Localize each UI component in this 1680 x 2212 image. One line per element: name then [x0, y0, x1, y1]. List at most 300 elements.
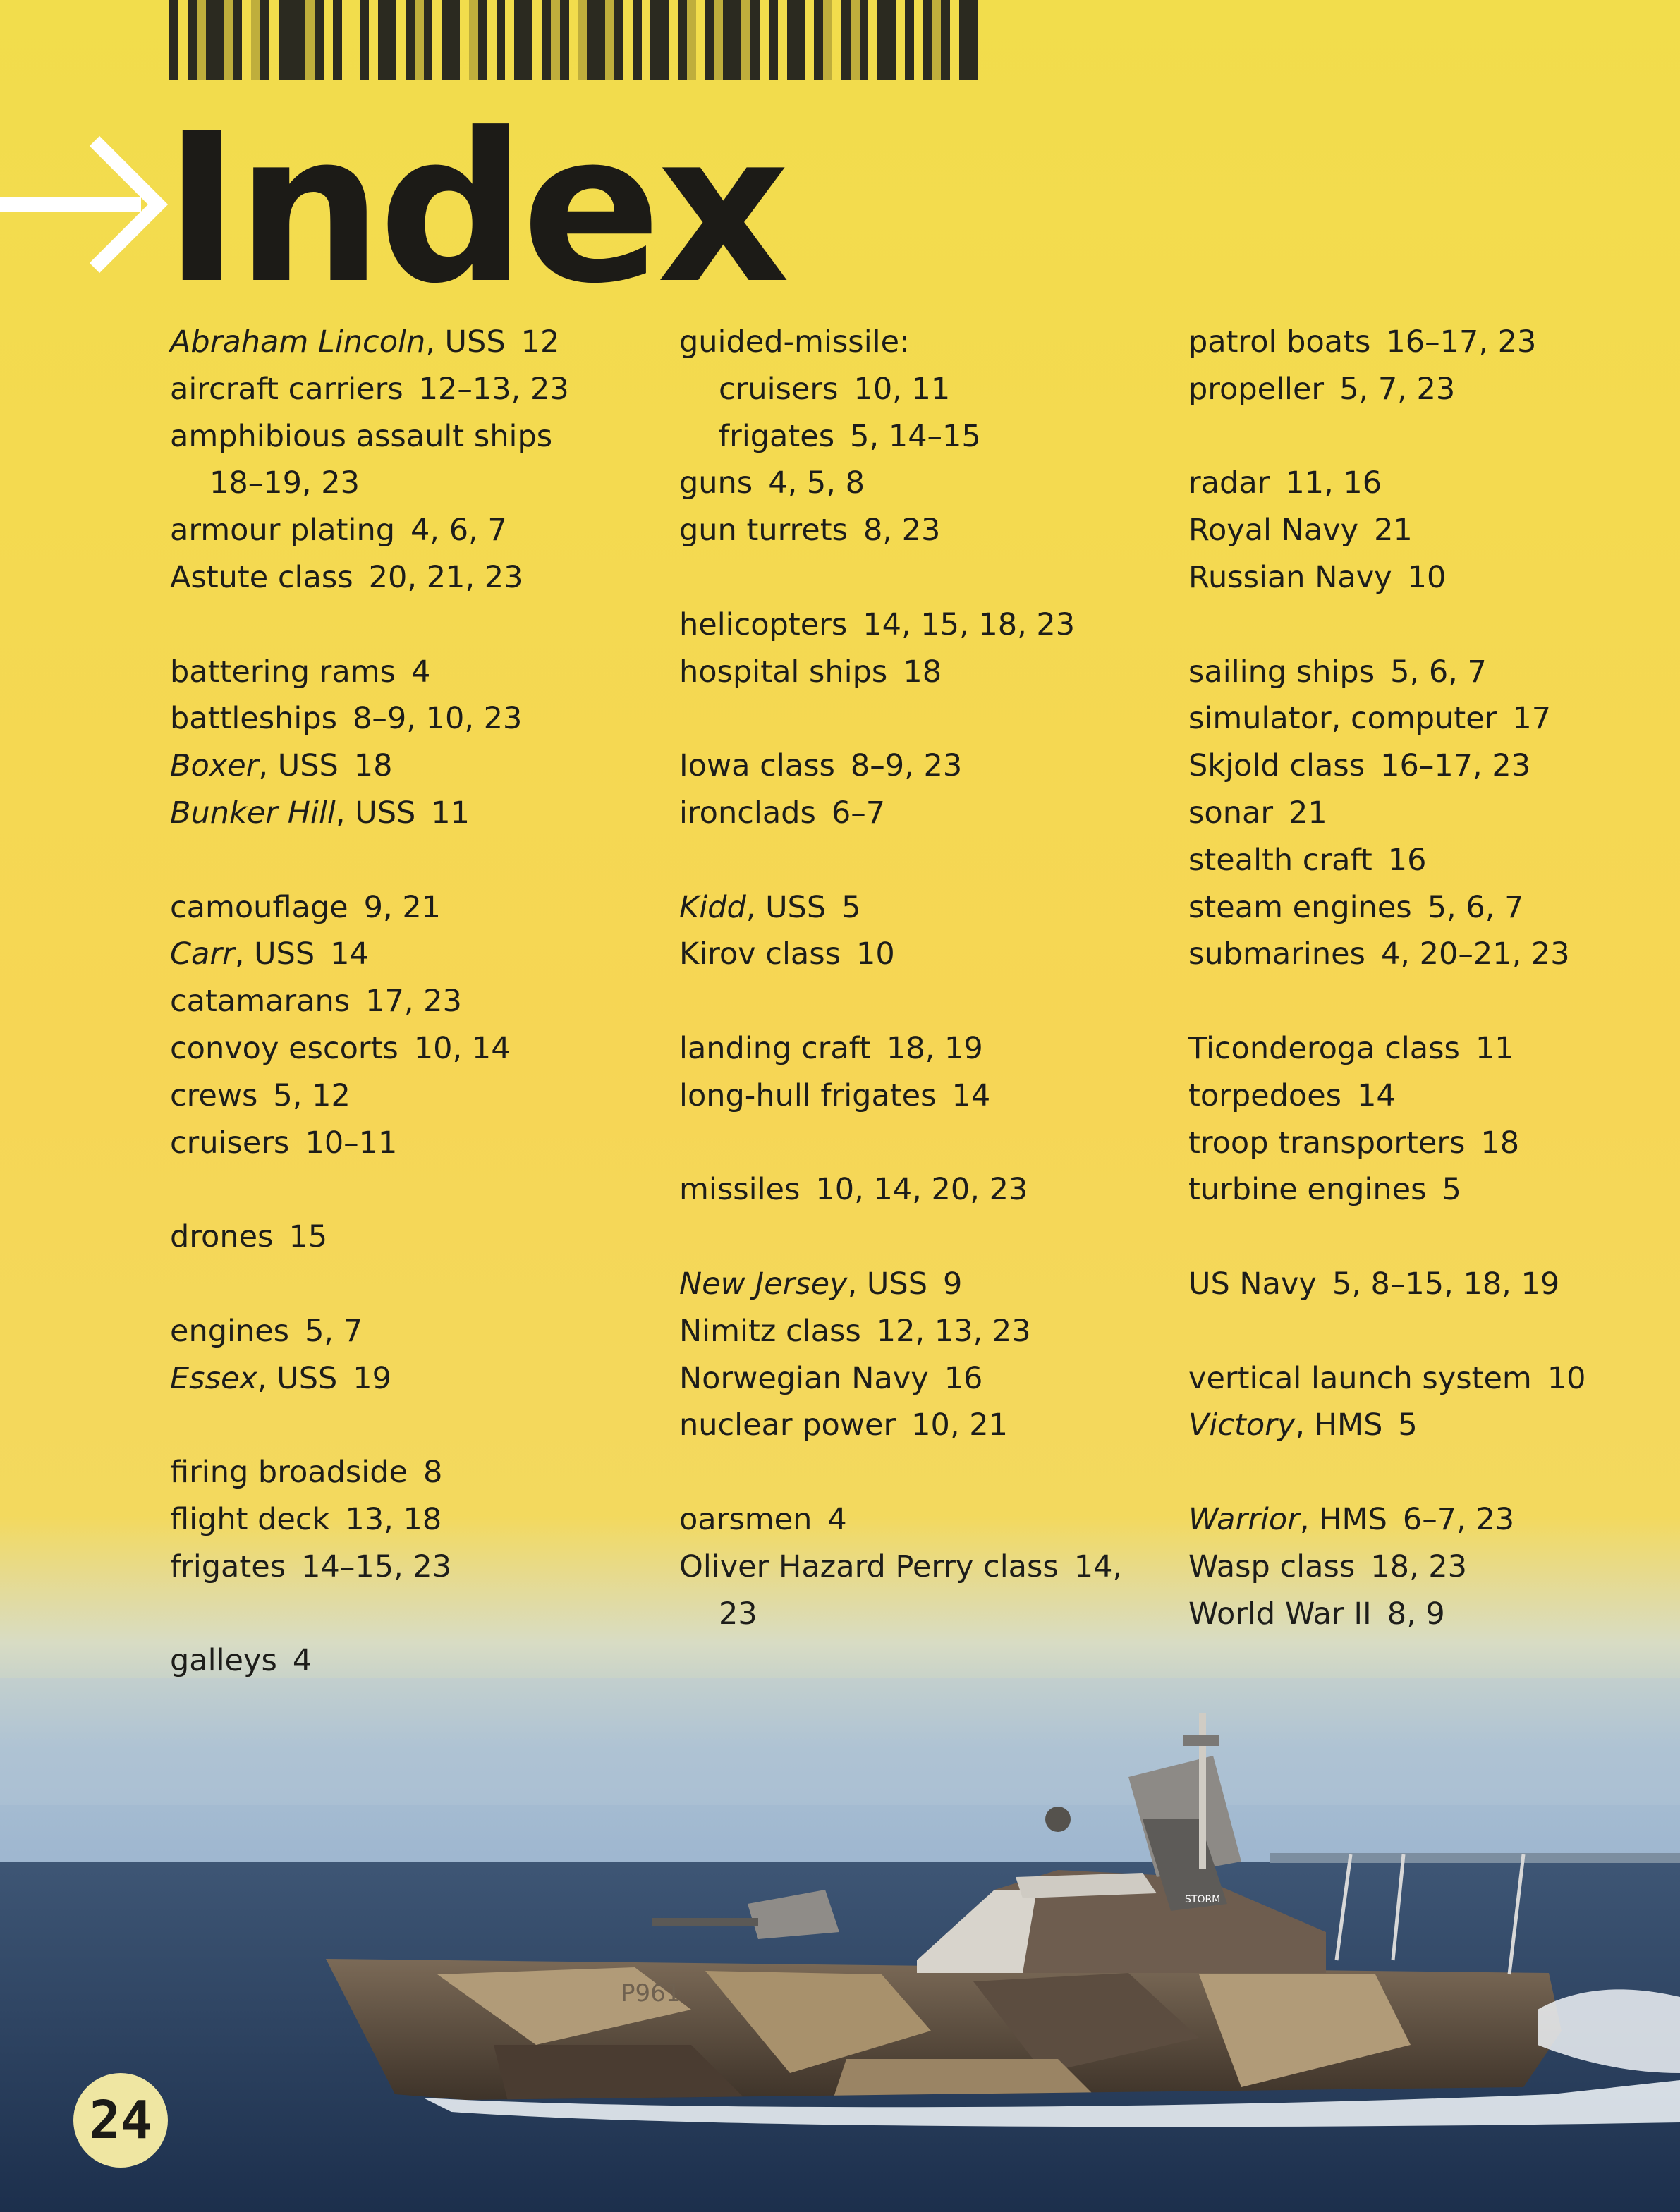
barcode-bar	[578, 0, 587, 80]
index-entry-term: Royal Navy	[1188, 513, 1359, 549]
index-entry-term: aircraft carriers	[170, 371, 403, 407]
barcode-bar	[669, 0, 678, 80]
index-entry-term: frigates	[170, 1548, 286, 1584]
index-group-gap	[679, 1120, 1173, 1167]
index-entry-pages: 4, 6, 7	[410, 513, 507, 549]
index-entry-term: torpedoes	[1188, 1077, 1342, 1113]
barcode-bar	[251, 0, 260, 80]
index-entry-pages: 10, 14	[413, 1030, 511, 1066]
barcode-bar	[760, 0, 769, 80]
barcode-bar	[351, 0, 360, 80]
index-column-2	[679, 319, 1173, 1637]
index-entry	[1188, 649, 1680, 696]
barcode-bar	[360, 0, 369, 80]
index-entry-pages: 10, 21	[911, 1407, 1008, 1443]
barcode-bar	[214, 0, 224, 80]
index-entry-ship-name: Kidd	[679, 889, 746, 925]
index-entry	[170, 1544, 664, 1591]
barcode-bar	[478, 0, 487, 80]
index-entry	[170, 1120, 664, 1167]
index-entry-pages: 10	[1547, 1360, 1586, 1396]
barcode-bar	[887, 0, 896, 80]
barcode-bar	[415, 0, 424, 80]
index-entry	[679, 1402, 1173, 1449]
index-entry-pages: 21	[1374, 513, 1413, 549]
index-entry-pages: 20, 21, 23	[368, 559, 523, 595]
index-entry	[679, 1496, 1173, 1544]
barcode-bar	[851, 0, 860, 80]
index-group-gap	[1188, 1449, 1680, 1496]
index-entry	[1188, 319, 1680, 366]
index-group-gap	[679, 695, 1173, 743]
barcode-bar	[860, 0, 869, 80]
index-entry-term: long-hull frigates	[679, 1077, 937, 1113]
barcode-bar	[224, 0, 233, 80]
barcode-bar	[296, 0, 305, 80]
index-entry-term: battering rams	[170, 654, 396, 690]
index-group-gap	[679, 554, 1173, 601]
index-entry	[1188, 507, 1680, 554]
index-entry-term: engines	[170, 1313, 290, 1349]
index-entry-pages: 8–9, 23	[850, 748, 963, 784]
index-group-gap	[170, 1402, 664, 1449]
index-entry-term: Astute class	[170, 559, 353, 595]
index-entry-pages: 8	[423, 1455, 443, 1491]
barcode-bar	[832, 0, 841, 80]
index-entry	[1188, 1073, 1680, 1120]
index-group-gap	[679, 837, 1173, 884]
barcode-bar	[424, 0, 433, 80]
index-entry	[170, 1496, 664, 1544]
barcode-bar	[714, 0, 724, 80]
barcode-bar	[968, 0, 978, 80]
index-entry	[170, 649, 664, 696]
barcode-bar	[487, 0, 497, 80]
barcode-bar	[497, 0, 506, 80]
barcode-bar	[687, 0, 696, 80]
barcode-bar	[605, 0, 614, 80]
index-entry-pages: 4, 20–21, 23	[1380, 936, 1570, 972]
index-entry-pages: 14	[951, 1077, 991, 1113]
index-entry-term: landing craft	[679, 1030, 871, 1066]
barcode-bar	[678, 0, 687, 80]
index-entry-pages: 12	[521, 324, 560, 360]
index-entry-pages: 18	[1480, 1125, 1520, 1161]
index-entry-term: Ticonderoga class	[1188, 1030, 1460, 1066]
barcode-bar	[260, 0, 269, 80]
barcode-bar	[569, 0, 578, 80]
index-entry-pages: 16–17, 23	[1380, 748, 1531, 784]
index-entry	[1188, 1544, 1680, 1591]
index-entry	[170, 319, 664, 366]
index-entry-term: crews	[170, 1077, 258, 1113]
index-entry-pages: 4, 5, 8	[768, 465, 865, 501]
index-entry-ship-name: Essex	[170, 1360, 257, 1396]
index-entry-pages: 4	[410, 654, 431, 690]
barcode-bar	[315, 0, 324, 80]
index-group-gap	[170, 837, 664, 884]
index-entry	[679, 413, 1173, 460]
barcode-bar	[378, 0, 387, 80]
index-column-3	[1188, 319, 1680, 1637]
barcode-bar	[814, 0, 823, 80]
barcode-bar	[542, 0, 551, 80]
index-entry-pages: 21	[1289, 795, 1327, 831]
index-entry-pages: 5	[841, 889, 861, 925]
index-entry-ship-name: Victory	[1188, 1407, 1296, 1443]
index-entry-term: amphibious assault ships	[170, 418, 553, 454]
barcode-bar	[841, 0, 851, 80]
barcode-bar	[732, 0, 741, 80]
index-entry-term: firing broadside	[170, 1455, 408, 1491]
index-entry-pages: 8, 23	[863, 513, 941, 549]
index-entry-pages: 17	[1512, 701, 1552, 737]
index-entry-pages: 5, 12	[273, 1077, 351, 1113]
barcode-bar	[823, 0, 832, 80]
index-entry	[679, 1073, 1173, 1120]
index-entry-pages: 9, 21	[363, 889, 442, 925]
index-entry-pages: 14	[1357, 1077, 1396, 1113]
index-entry-term: patrol boats	[1188, 324, 1371, 360]
barcode-bar	[914, 0, 923, 80]
index-entry-ship-prefix: , HMS	[1299, 1501, 1387, 1537]
index-group-gap	[170, 1591, 664, 1638]
index-entry-term: armour plating	[170, 513, 396, 549]
index-entry-ship-name: Carr	[170, 936, 235, 972]
index-entry	[170, 1449, 664, 1496]
index-entry	[1188, 1402, 1680, 1449]
index-group-gap	[679, 978, 1173, 1025]
index-entry	[679, 649, 1173, 696]
index-entry-term: missiles	[679, 1172, 801, 1208]
patrol-boat-photo	[0, 1678, 1680, 2212]
index-entry	[170, 366, 664, 413]
barcode-bar	[778, 0, 787, 80]
index-entry	[1188, 554, 1680, 601]
index-entry-ship-name: Warrior	[1188, 1501, 1300, 1537]
index-entry-pages: 5, 6, 7	[1390, 654, 1487, 690]
index-entry-term: flight deck	[170, 1501, 330, 1537]
index-entry	[679, 1166, 1173, 1214]
index-entry	[170, 790, 664, 837]
index-entry	[170, 743, 664, 790]
index-entry-pages: 12–13, 23	[418, 371, 569, 407]
index-entry-term: convoy escorts	[170, 1030, 398, 1066]
index-entry	[679, 743, 1173, 790]
barcode-bar	[505, 0, 514, 80]
index-entry	[1188, 837, 1680, 884]
barcode-bar	[633, 0, 642, 80]
index-entry	[679, 884, 1173, 931]
barcode-bar	[233, 0, 242, 80]
index-entry-continued-pages: 23	[719, 1596, 757, 1632]
index-group-gap	[1188, 1214, 1680, 1261]
index-entry-term: sailing ships	[1188, 654, 1375, 690]
barcode-bar	[197, 0, 206, 80]
barcode-bar	[923, 0, 932, 80]
index-entry	[1188, 1496, 1680, 1544]
hull-marking: P961	[621, 1979, 681, 2008]
index-entry-pages: 10, 11	[853, 371, 951, 407]
index-entry-pages: 5, 7, 23	[1339, 371, 1456, 407]
barcode-bar	[396, 0, 406, 80]
index-entry-term: submarines	[1188, 936, 1365, 972]
index-entry-pages: 18, 19	[886, 1030, 983, 1066]
index-entry	[170, 554, 664, 601]
index-entry	[1188, 1120, 1680, 1167]
barcode-bar	[523, 0, 532, 80]
barcode-bar	[932, 0, 942, 80]
barcode-bar	[659, 0, 669, 80]
index-entry-pages: 18	[353, 748, 393, 784]
index-entry-term: camouflage	[170, 889, 348, 925]
page-title: Index	[164, 89, 786, 329]
barcode-bar	[623, 0, 633, 80]
index-entry-pages: 14,	[1073, 1548, 1123, 1584]
barcode-bar	[178, 0, 188, 80]
index-entry-ship-prefix: , USS	[335, 795, 416, 831]
index-entry	[170, 460, 664, 507]
index-entry	[679, 931, 1173, 978]
index-entry-ship-name: Abraham Lincoln	[170, 324, 426, 360]
index-entry	[170, 413, 664, 460]
index-entry-pages: 18, 23	[1370, 1548, 1468, 1584]
index-entry-term: Oliver Hazard Perry class	[679, 1548, 1059, 1584]
index-entry-term: cruisers	[170, 1125, 290, 1161]
barcode-bar	[868, 0, 877, 80]
index-entry-pages: 10, 14, 20, 23	[815, 1172, 1028, 1208]
index-subentry-term: cruisers	[719, 371, 839, 407]
index-entry	[170, 1073, 664, 1120]
barcode-bar	[432, 0, 442, 80]
index-entry-term: guns	[679, 465, 753, 501]
index-entry-term: guided-missile:	[679, 324, 910, 360]
index-entry	[679, 1261, 1173, 1308]
index-entry-pages: 16–17, 23	[1386, 324, 1537, 360]
index-entry-pages: 5, 14–15	[850, 418, 981, 454]
barcode-bar	[342, 0, 351, 80]
index-entry-term: Skjold class	[1188, 748, 1365, 784]
index-group-gap	[1188, 413, 1680, 460]
index-group-gap	[170, 1261, 664, 1308]
barcode-bar	[333, 0, 342, 80]
barcode-bar	[460, 0, 469, 80]
index-entry	[170, 1355, 664, 1403]
index-entry-term: catamarans	[170, 984, 351, 1020]
barcode-bar	[959, 0, 968, 80]
index-entry-pages: 15	[288, 1219, 328, 1255]
index-entry	[1188, 1261, 1680, 1308]
index-entry	[170, 1214, 664, 1261]
right-arrow-icon	[0, 127, 169, 282]
index-entry-pages: 8–9, 10, 23	[353, 701, 523, 737]
index-entry-term: oarsmen	[679, 1501, 812, 1537]
index-entry	[679, 790, 1173, 837]
index-entry-term: steam engines	[1188, 889, 1412, 925]
index-entry-term: troop transporters	[1188, 1125, 1466, 1161]
index-entry-pages: 16	[1387, 842, 1427, 878]
index-entry-pages: 5	[1442, 1172, 1461, 1208]
barcode-bar	[469, 0, 478, 80]
index-entry	[1188, 743, 1680, 790]
barcode-bar	[451, 0, 460, 80]
index-entry-pages: 10	[1407, 559, 1447, 595]
index-entry	[1188, 931, 1680, 978]
index-entry-term: Kirov class	[679, 936, 841, 972]
index-entry	[170, 1308, 664, 1355]
index-group-gap	[1188, 978, 1680, 1025]
barcode-bar	[532, 0, 542, 80]
index-entry-term: Nimitz class	[679, 1313, 861, 1349]
index-entry-pages: 19	[353, 1360, 392, 1396]
index-entry	[1188, 1591, 1680, 1638]
index-entry-term: gun turrets	[679, 513, 848, 549]
barcode-bar	[188, 0, 197, 80]
barcode-bar	[587, 0, 596, 80]
index-entry	[679, 507, 1173, 554]
barcode-bar	[950, 0, 959, 80]
index-entry-ship-prefix: , USS	[257, 1360, 338, 1396]
index-entry-pages: 4	[827, 1501, 847, 1537]
index-entry-term: drones	[170, 1219, 274, 1255]
index-entry-ship-name: Boxer	[170, 748, 259, 784]
barcode-bar	[596, 0, 605, 80]
index-entry-term: Iowa class	[679, 748, 835, 784]
index-group-gap	[1188, 601, 1680, 649]
barcode-bar	[650, 0, 659, 80]
index-entry	[1188, 366, 1680, 413]
index-entry-continued-pages: 18–19, 23	[209, 465, 360, 501]
page-number: 24	[73, 2073, 168, 2168]
barcode-bar	[514, 0, 523, 80]
barcode-bar	[896, 0, 905, 80]
barcode-bar	[750, 0, 760, 80]
barcode-bar	[787, 0, 796, 80]
index-entry	[679, 366, 1173, 413]
index-entry-pages: 14, 15, 18, 23	[863, 606, 1076, 642]
index-subentry-term: frigates	[719, 418, 835, 454]
index-entry-pages: 6–7, 23	[1402, 1501, 1515, 1537]
index-entry	[1188, 1355, 1680, 1403]
barcode-bar	[796, 0, 805, 80]
index-group-gap	[170, 601, 664, 649]
index-entry-pages: 9	[943, 1266, 963, 1302]
index-entry-pages: 12, 13, 23	[876, 1313, 1031, 1349]
index-entry-term: turbine engines	[1188, 1172, 1427, 1208]
index-entry-term: hospital ships	[679, 654, 888, 690]
index-entry-pages: 16	[944, 1360, 983, 1396]
index-entry-pages: 4	[292, 1643, 312, 1679]
index-entry-term: stealth craft	[1188, 842, 1372, 878]
index-entry	[1188, 460, 1680, 507]
barcode-bar	[242, 0, 251, 80]
index-group-gap	[679, 1449, 1173, 1496]
index-entry	[170, 1025, 664, 1073]
index-entry-ship-name: New Jersey	[679, 1266, 848, 1302]
barcode-bar	[941, 0, 950, 80]
barcode-bar	[369, 0, 378, 80]
barcode-bar	[723, 0, 732, 80]
index-entry-ship-prefix: , HMS	[1295, 1407, 1383, 1443]
index-entry-term: galleys	[170, 1643, 277, 1679]
index-entry	[1188, 1166, 1680, 1214]
barcode-bar	[279, 0, 288, 80]
barcode-bar	[387, 0, 396, 80]
index-entry	[1188, 790, 1680, 837]
index-entry-term: World War II	[1188, 1596, 1372, 1632]
barcode-bar	[324, 0, 333, 80]
barcode-bar	[169, 0, 178, 80]
index-entry-pages: 11	[1475, 1030, 1514, 1066]
index-entry-term: nuclear power	[679, 1407, 896, 1443]
index-entry-term: battleships	[170, 701, 338, 737]
index-entry-ship-prefix: , USS	[847, 1266, 927, 1302]
barcode-bar	[614, 0, 623, 80]
index-entry-pages: 5, 7	[305, 1313, 363, 1349]
index-entry-term: US Navy	[1188, 1266, 1317, 1302]
index-entry-ship-prefix: , USS	[425, 324, 506, 360]
index-entry	[679, 1025, 1173, 1073]
barcode-bar	[206, 0, 215, 80]
index-entry-term: simulator, computer	[1188, 701, 1497, 737]
barcode-bar	[551, 0, 560, 80]
index-entry-term: sonar	[1188, 795, 1273, 831]
index-entry	[679, 1591, 1173, 1638]
index-entry-term: propeller	[1188, 371, 1325, 407]
index-entry-pages: 11, 16	[1285, 465, 1382, 501]
index-entry	[1188, 1025, 1680, 1073]
index-entry	[679, 460, 1173, 507]
index-entry-pages: 5	[1398, 1407, 1418, 1443]
index-entry-term: Norwegian Navy	[679, 1360, 929, 1396]
index-entry-ship-prefix: , USS	[745, 889, 827, 925]
index-entry-ship-prefix: , USS	[234, 936, 315, 972]
barcode-bar	[741, 0, 750, 80]
index-entry-pages: 5, 8–15, 18, 19	[1332, 1266, 1560, 1302]
index-entry-pages: 17, 23	[365, 984, 462, 1020]
index-entry	[1188, 884, 1680, 931]
index-entry-pages: 6–7	[831, 795, 886, 831]
index-entry	[679, 601, 1173, 649]
index-entry-pages: 10	[856, 936, 895, 972]
index-entry-pages: 18	[903, 654, 942, 690]
index-entry-pages: 8, 9	[1387, 1596, 1445, 1632]
barcode-bar	[696, 0, 705, 80]
barcode-bar	[287, 0, 296, 80]
index-entry	[679, 1355, 1173, 1403]
index-entry	[679, 1308, 1173, 1355]
index-group-gap	[1188, 1308, 1680, 1355]
barcode-bar	[905, 0, 914, 80]
barcode-bar	[406, 0, 415, 80]
index-entry-term: Wasp class	[1188, 1548, 1356, 1584]
barcode-bar	[305, 0, 315, 80]
index-entry-ship-name: Bunker Hill	[170, 795, 336, 831]
index-entry-ship-prefix: , USS	[258, 748, 339, 784]
barcode-bar	[269, 0, 279, 80]
index-entry	[170, 978, 664, 1025]
barcode-bar	[877, 0, 887, 80]
index-entry-pages: 11	[431, 795, 470, 831]
index-entry-pages: 14	[330, 936, 369, 972]
barcode-bar	[560, 0, 569, 80]
barcode-bar	[769, 0, 778, 80]
index-entry	[170, 931, 664, 978]
index-entry-pages: 13, 18	[345, 1501, 442, 1537]
index-entry	[679, 319, 1173, 366]
barcode-stripe-header	[169, 0, 978, 80]
index-entry	[679, 1544, 1173, 1591]
